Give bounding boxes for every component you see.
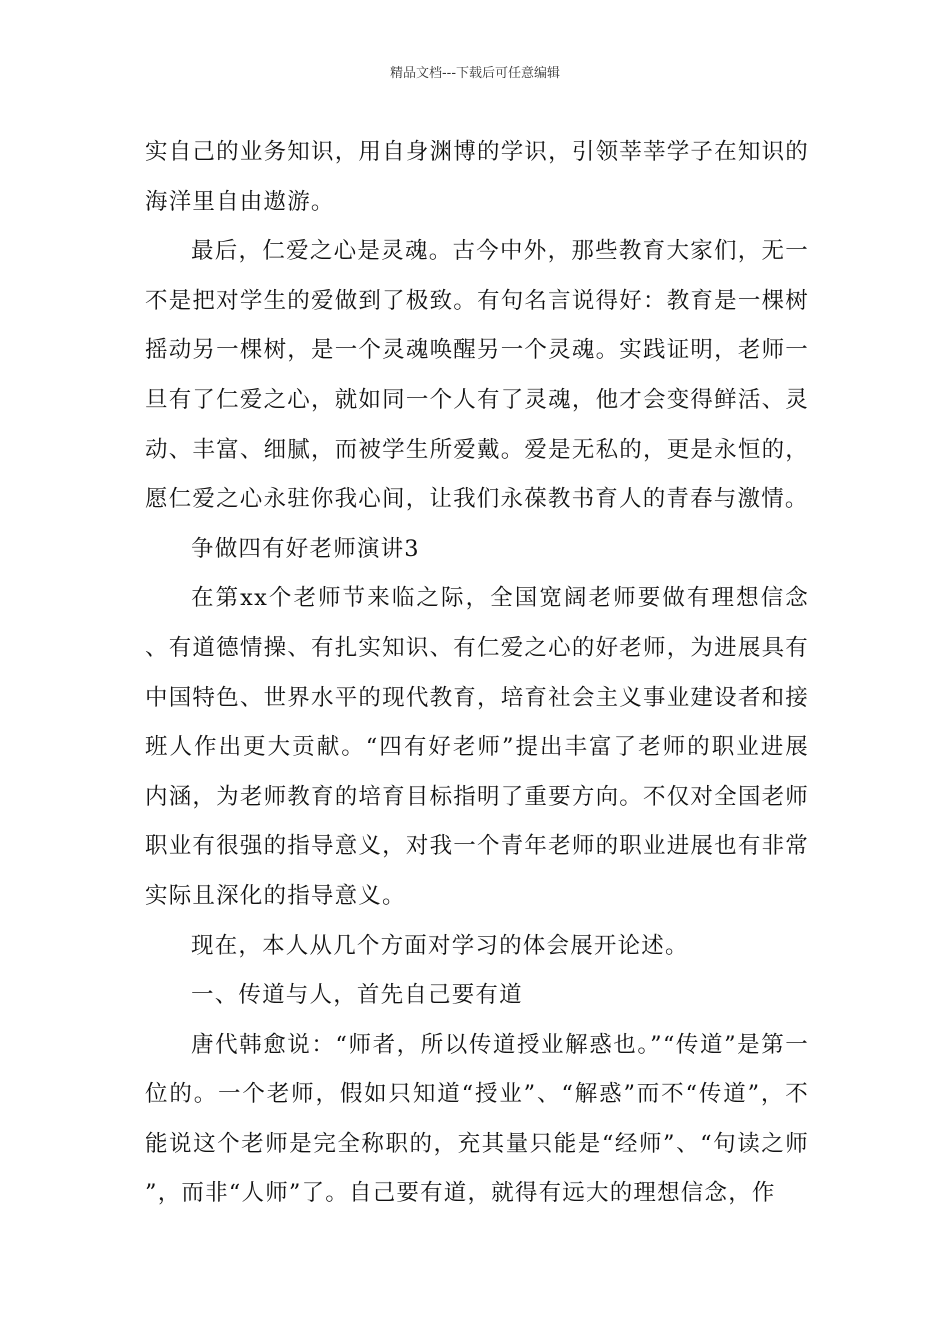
paragraph-4: 现在，本人从几个方面对学习的体会展开论述。 <box>191 932 689 959</box>
paragraph-5: 唐代韩愈说：“师者，所以传道授业解惑也。”“传道”是第一位的。一个老师，假如只知道“授业”、“解惑”而不“传道”，不能说这个老师是完全称职的，充其量只能是“经师”、“句读之师”，而非“人师”了。自己要有道，就得有远大的理想信念，作 <box>145 1031 809 1207</box>
document-body <box>145 128 809 1219</box>
page-header: 精品文档---下载后可任意编辑 <box>389 66 561 81</box>
paragraph-3: 在第xx个老师节来临之际，全国宽阔老师要做有理想信念、有道德情操、有扎实知识、有仁爱之心的好老师，为进展具有中国特色、世界水平的现代教育，培育社会主义事业建设者和接班人作出更大贡献。“四有好老师”提出丰富了老师的职业进展内涵，为老师教育的培育目标指明了重要方向。不仅对全国老师职业有很强的指导意义，对我一个青年老师的职业进展也有非常实际且深化的指导意义。 <box>145 585 809 909</box>
paragraph-2: 最后，仁爱之心是灵魂。古今中外，那些教育大家们，无一不是把对学生的爱做到了极致。有句名言说得好：教育是一棵树摇动另一棵树，是一个灵魂唤醒另一个灵魂。实践证明，老师一旦有了仁爱之心，就如同一个人有了灵魂，他才会变得鲜活、灵动、丰富、细腻，而被学生所爱戴。爱是无私的，更是永恒的，愿仁爱之心永驻你我心间，让我们永葆教书育人的青春与激情。 <box>145 238 809 513</box>
section-title-speech-3: 争做四有好老师演讲3 <box>191 535 420 562</box>
subheading-1: 一、传道与人，首先自己要有道 <box>191 982 523 1009</box>
paragraph-1: 实自己的业务知识，用自身渊博的学识，引领莘莘学子在知识的海洋里自由遨游。 <box>145 139 809 215</box>
